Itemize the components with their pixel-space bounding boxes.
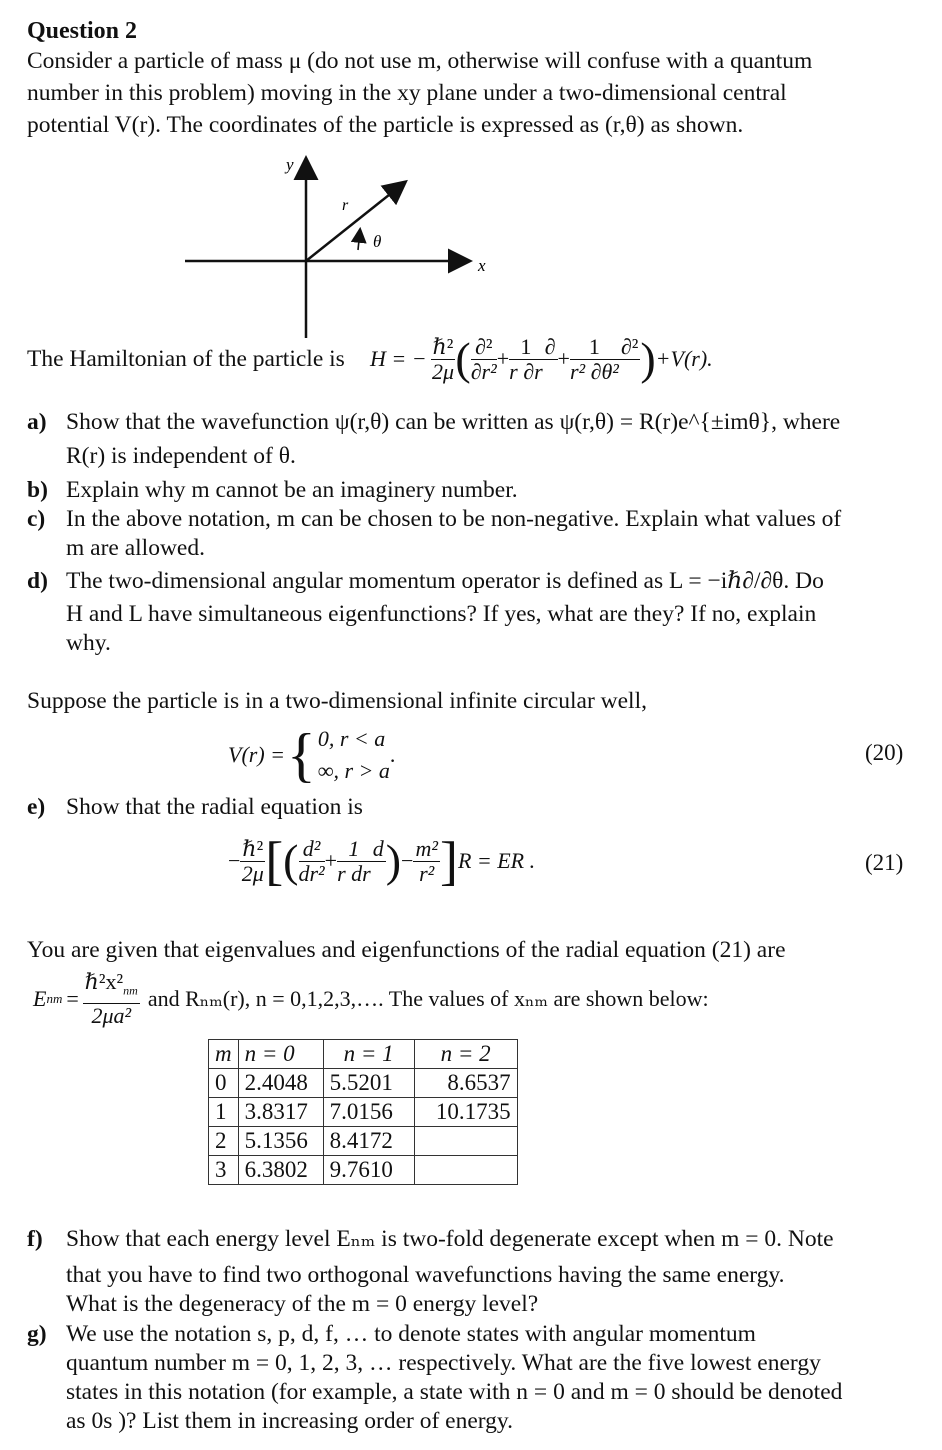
table-cell [414,1127,517,1156]
table-header-cell: n = 1 [323,1040,414,1069]
part-d-label: d) [27,568,48,594]
potential-lhs: V(r) = [228,742,285,767]
plus-1: + [496,346,510,371]
given-line-2 [33,966,709,1032]
hamiltonian-equation [370,330,713,388]
close-paren: ) [640,333,656,384]
table-row [209,1127,518,1156]
table-cell: 7.0156 [323,1098,414,1127]
d-radial: d [372,835,384,861]
potential-case-outside: ∞, r > a [317,758,390,783]
part-f-label: f) [27,1226,43,1252]
case-brace: { [287,722,316,788]
table-cell: 8.6537 [414,1069,517,1098]
part-g-label: g) [27,1321,47,1347]
table-cell: 6.3802 [238,1156,323,1185]
coordinate-diagram [180,150,510,340]
close-bracket: ] [439,831,458,891]
part-c-label: c) [27,506,46,532]
part-g-line-1: We use the notation s, p, d, f, … to denote states with angular momentum [66,1321,756,1347]
given-line-1: You are given that eigenvalues and eigenfunctions of the radial equation (21) are [27,937,786,963]
table-cell: 9.7610 [323,1156,414,1185]
table-cell: 10.1735 [414,1098,517,1127]
table-cell: 2 [209,1127,239,1156]
table-header-cell: n = 0 [238,1040,323,1069]
radial-rhs: R = ER . [457,848,536,873]
radial-equation [228,828,535,894]
potential-cases [318,723,390,787]
part-g-line-4: as 0s )? List them in increasing order of energy. [66,1408,514,1434]
open-paren-2: ( [283,835,299,886]
part-f-line-1: Show that each energy level Eₙₘ is two-fold degenerate except when m = 0. Note [66,1226,834,1252]
intro-line-3: potential V(r). The coordinates of the particle is expressed as (r,θ) as shown. [27,112,744,138]
table-row [209,1069,518,1098]
plus-2: + [557,346,570,371]
eq-number-21: (21) [865,850,904,875]
radial-minus: − [228,848,241,873]
table-cell: 0 [209,1069,239,1098]
hbar-fraction: $\frac{\text{ℏ²}}{2\mu}$ [431,333,454,384]
table-cell: 8.4172 [323,1127,414,1156]
part-e-text: Show that the radial equation is [66,794,363,820]
part-g-line-3: states in this notation (for example, a state with n = 0 and m = 0 should be denoted [66,1379,843,1405]
radial-plus: + [324,848,338,873]
table-header-row [209,1040,518,1069]
one-over-r2-fraction: $\frac{1}{\text{r² ∂θ²}}$ [569,333,619,384]
x-label: x [478,256,486,275]
part-e-label: e) [27,794,46,820]
part-b-label: b) [27,477,48,503]
d2-dr2-fraction: $\frac{\text{∂²}}{\text{∂r²}}$ [470,333,497,384]
potential-case-inside: 0, r < a [317,726,386,751]
question-title: Question 2 [27,18,138,44]
intro-line-1: Consider a particle of mass μ (do not use m, otherwise will confuse with a quantum [27,48,813,74]
open-bracket: [ [265,831,284,891]
part-c-line-1: In the above notation, m can be chosen to be non-negative. Explain what values of [66,506,842,532]
part-d-line-1: The two-dimensional angular momentum operator is defined as L = −iℏ∂/∂θ. Do [66,568,824,594]
part-a-label: a) [27,409,47,435]
hamiltonian-tail: +V(r). [655,346,713,371]
table-row [209,1098,518,1127]
hamiltonian-lhs: H = − [370,346,427,371]
m2-over-r2: $\frac{\text{m²}}{\text{r²}}$ [415,835,438,886]
well-intro: Suppose the particle is in a two-dimensional infinite circular well, [27,688,647,714]
part-d-line-2: H and L have simultaneous eigenfunctions? If yes, what are they? If no, explain [66,601,817,627]
table-header-cell: n = 2 [414,1040,517,1069]
one-over-r-radial: $\frac{1}{\text{r dr}}$ [337,835,371,886]
energy-fraction: $\frac{\hbar^2x^2_{nm}}{\text{2μa²}}$ [84,969,138,1028]
close-paren-2: ) [385,835,402,886]
eq-number-20: (20) [865,740,904,765]
table-cell: 3.8317 [238,1098,323,1127]
intro-line-2: number in this problem) moving in the xy plane under a two-dimensional central [27,80,787,106]
radial-hbar-fraction: $\frac{\text{ℏ²}}{2\mu}$ [241,835,264,886]
given-rest: and Rₙₘ(r), n = 0,1,2,3,…. The values of xₙₘ are shown below: [147,986,709,1011]
part-f-line-3: What is the degeneracy of the m = 0 energy level? [66,1291,539,1317]
potential-equation [228,720,395,790]
part-c-line-2: m are allowed. [66,535,205,561]
table-cell: 5.1356 [238,1127,323,1156]
energy-equals: = [66,986,79,1011]
open-paren: ( [455,333,471,384]
table-cell: 5.5201 [323,1069,414,1098]
y-label: y [286,155,294,174]
potential-period: . [389,742,396,767]
hamiltonian-prefix: The Hamiltonian of the particle is [27,346,345,372]
part-b-line-1: Explain why m cannot be an imaginery number. [66,477,518,503]
one-over-r-fraction: $\frac{1}{r \partial r}$ [509,333,543,384]
theta-label: θ [373,232,382,251]
partial-d-fraction: ∂ [544,333,556,359]
theta-arrow [358,230,360,250]
table-row [209,1156,518,1185]
part-g-line-2: quantum number m = 0, 1, 2, 3, … respectively. What are the five lowest energy [66,1350,821,1376]
energy-symbol: E [33,986,47,1011]
table-cell: 1 [209,1098,239,1127]
part-f-line-2: that you have to find two orthogonal wavefunctions having the same energy. [66,1262,785,1288]
d2-fraction: ∂² [620,333,639,359]
r-vector [306,183,404,261]
energy-subscript: nm [46,991,63,1006]
part-d-line-3: why. [66,630,111,656]
xnm-table [208,1039,518,1185]
radial-minus-2: − [401,848,414,873]
part-a-line-1: Show that the wavefunction ψ(r,θ) can be written as ψ(r,θ) = R(r)e^{±imθ}, where [66,409,841,435]
r-label: r [342,197,349,214]
d2-dr2-radial: $\frac{\text{d²}}{\text{dr²}}$ [298,835,325,886]
table-cell: 3 [209,1156,239,1185]
table-cell: 2.4048 [238,1069,323,1098]
table-cell [414,1156,517,1185]
part-a-line-2: R(r) is independent of θ. [66,443,296,469]
table-header-cell: m [209,1040,239,1069]
